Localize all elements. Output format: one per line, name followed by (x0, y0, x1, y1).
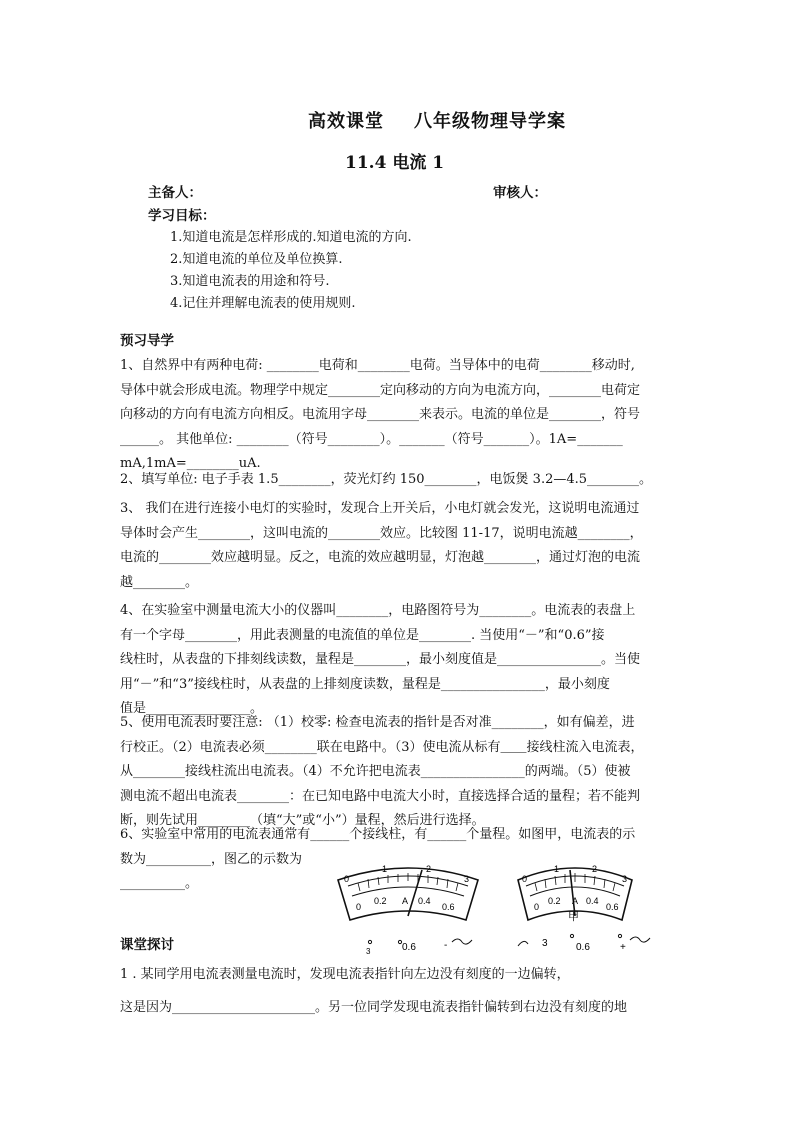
goal-item: 4.记住并理解电流表的使用规则. (170, 296, 356, 311)
scale-label: 0.6 (442, 902, 455, 912)
question-line: 导体中就会形成电流。物理学中规定________定向移动的方向为电流方向，________电荷定 (120, 382, 641, 398)
scale-label: 0.2 (548, 896, 561, 906)
question-line: 有一个字母________，用此表测量的电流值的单位是________. 当使用“－”和“0.6”接 (120, 627, 605, 643)
question-3 (120, 497, 676, 595)
scale-label: 1 (382, 864, 388, 874)
question-line: 断，则先试用________（填“大”或“小”）量程，然后进行选择。 (120, 813, 485, 828)
question-line: 1 . 某同学用电流表测量电流时，发现电流表指针向左边没有刻度的一边偏转， (120, 967, 570, 982)
scale-label: A (402, 896, 409, 906)
title-right: 八年级物理导学案 (414, 111, 566, 132)
question-line: 线柱时，从表盘的下排刻线读数，量程是________，最小刻度值是________________。当使 (120, 652, 641, 667)
question-line: 3、 我们在进行连接小电灯的实验时，发现合上开关后，小电灯就会发光，这说明电流通过 (120, 501, 640, 516)
terminal-label: - (444, 940, 448, 951)
question-line: 越________。 (120, 574, 199, 590)
scale-label: 0 (522, 874, 528, 884)
question-line: 从________接线柱流出电流表。（4）不允许把电流表________________的两端。（5）使被 (120, 764, 631, 779)
scale-label: 3 (464, 874, 470, 884)
question-line: 导体时会产生________，这叫电流的________效应。比较图 11-17，说明电流越________， (120, 525, 643, 541)
question-line: __________。 (120, 876, 199, 891)
page-title (308, 107, 566, 133)
goal-item: 1.知道电流是怎样形成的.知道电流的方向. (170, 230, 412, 245)
scale-label: 2 (426, 864, 432, 874)
scale-label: 0.2 (374, 896, 387, 906)
scale-label: 0.4 (418, 896, 431, 906)
ammeter-yi (518, 864, 650, 953)
scale-label: 3 (622, 874, 628, 884)
scale-label: 0.6 (606, 902, 619, 912)
question-line: 5、使用电流表时要注意: （1）校零: 检查电流表的指针是否对准________，如有偏差，进 (120, 715, 635, 730)
question-line: 2、填写单位: 电子手表 1.5________，荧光灯约 150________，电饭煲 3.2—4.5________。 (120, 472, 653, 487)
figure-caption: 甲 (568, 911, 579, 923)
question-line: 这是因为______________________。另一位同学发现电流表指针偏转到右边没有刻度的地 (120, 1000, 628, 1015)
classroom-question-1 (120, 958, 676, 1024)
question-line: 4、在实验室中测量电流大小的仪器叫________，电路图符号为________。电流表的表盘上 (120, 603, 636, 618)
scale-label: 0 (356, 902, 362, 912)
question-line: 数为__________，图乙的示数为 (120, 851, 303, 867)
lesson-subtitle: 11.4 电流 1 (345, 153, 445, 173)
question-line: 电流的________效应越明显。反之，电流的效应越明显，灯泡越________，通过灯泡的电流 (120, 550, 641, 565)
preparer-label: 主备人： (148, 185, 202, 201)
preview-heading: 预习导学 (120, 333, 174, 349)
question-line: ______。 其他单位: ________（符号________）。_______（符号_______）。1A=_______ (120, 431, 623, 447)
scale-label: 0 (534, 902, 540, 912)
terminal-label: 0.6 (576, 942, 590, 953)
question-line: 值是________________。 (120, 701, 264, 716)
classroom-heading: 课堂探讨 (120, 937, 174, 953)
scale-label: 1 (554, 864, 560, 874)
question-1 (120, 354, 676, 477)
question-line: 测电流不超出电流表________：在已知电路中电流大小时，直接选择合适的量程；若不能判 (120, 788, 641, 804)
scale-label: 0.4 (586, 896, 599, 906)
question-line: mA,1mA=________uA. (120, 456, 261, 471)
title-left: 高效课堂 (308, 111, 384, 132)
question-4 (120, 599, 676, 722)
scale-label: 0 (344, 874, 350, 884)
question-5 (120, 711, 676, 834)
reviewer-label: 审核人： (493, 185, 547, 201)
terminal-label: 3 (366, 947, 371, 956)
question-line: 行校正。（2）电流表必须________联在电路中。（3）使电流从标有＿＿接线柱流入电流表， (120, 739, 644, 755)
terminal-label: 3 (542, 938, 548, 949)
ammeter-figures (330, 858, 690, 958)
terminal-label: 0.6 (402, 942, 416, 953)
goal-item: 2.知道电流的单位及单位换算. (170, 252, 343, 267)
scale-label: A (572, 896, 579, 906)
question-line: 向移动的方向有电流方向相反。电流用字母________来表示。电流的单位是________，符号 (120, 407, 641, 422)
scale-label: 2 (592, 864, 598, 874)
question-line: 1、自然界中有两种电荷: ________电荷和________电荷。当导体中的电荷________移动时, (120, 358, 635, 373)
question-line: 6、实验室中常用的电流表通常有______个接线柱，有______个量程。如图甲，电流表的示 (120, 827, 636, 842)
goal-item: 3.知道电流表的用途和符号. (170, 274, 330, 289)
goals-heading: 学习目标： (148, 208, 216, 224)
ammeter-jia (338, 864, 478, 956)
terminal-label: + (620, 942, 626, 953)
question-2 (120, 468, 676, 493)
question-line: 用“－”和“3”接线柱时，从表盘的上排刻度读数，量程是________________，最小刻度 (120, 676, 610, 692)
